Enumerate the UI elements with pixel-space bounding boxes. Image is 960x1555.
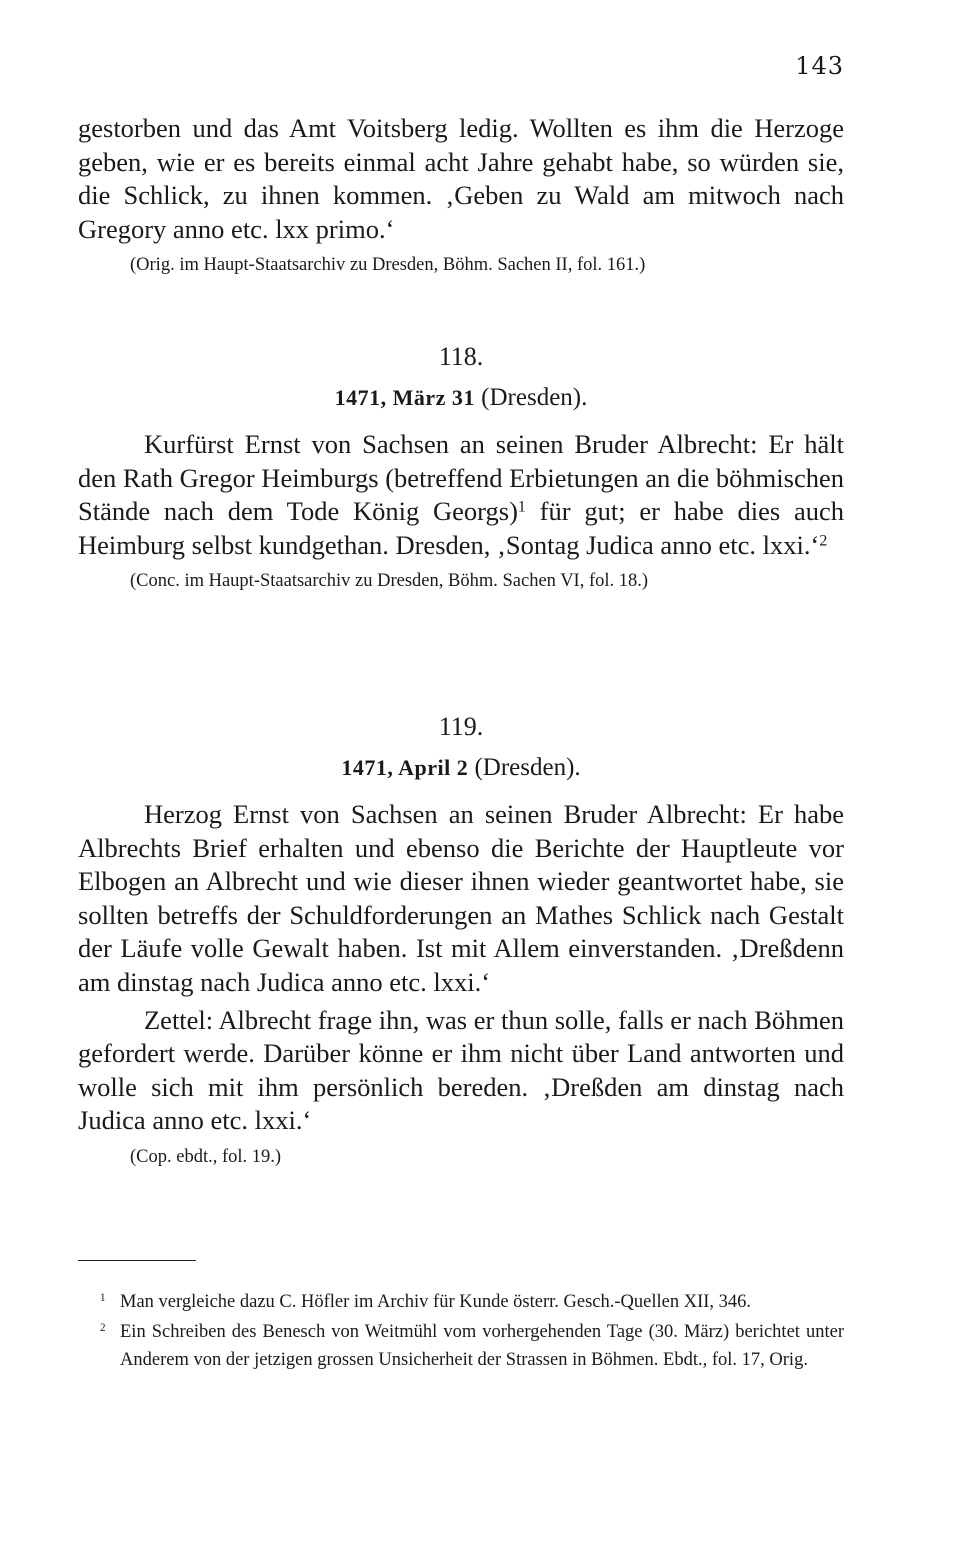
document-summary — [78, 428, 844, 562]
document-source: (Conc. im Haupt-Staatsarchiv zu Dresden, Böhm. Sachen VI, fol. 18.) — [130, 571, 649, 592]
footnotes-section — [78, 1288, 844, 1374]
footnote-ref-1: 1 — [517, 498, 526, 516]
footnote-2: $^2$ Ein Schreiben des Benesch von Weitmühl vom vorhergehenden Tage (30. März) berichtet unter Anderem von der jetzigen grossen Unsicherheit der Strassen in Böhmen. Ebdt., fol. 17, Orig. — [100, 1321, 844, 1370]
footnote-text: Ein Schreiben des Benesch von Weitmühl vom vorhergehenden Tage (30. März) berichtet unter Anderem von der jetzigen grossen Unsicherheit der Strassen in Böhmen. Ebdt., fol. 17, Orig. — [120, 1322, 844, 1370]
summary-text-part-1: Kurfürst Ernst von Sachsen an seinen Bruder Albrecht: Er hält den Rath Gregor Heimburgs (betreffend Erbietungen an die böhmischen Stände nach dem Tode König Georgs) — [78, 429, 844, 527]
footnote-1: $^1$ Man vergleiche dazu C. Höfler im Archiv für Kunde österr. Gesch.-Quellen XII, 346. — [100, 1291, 752, 1312]
document-source: (Cop. ebdt., fol. 19.) — [130, 1146, 282, 1167]
document-date — [78, 384, 844, 412]
document-page — [78, 0, 844, 1555]
document-date — [78, 754, 844, 782]
document-date-place: (Dresden). — [474, 754, 581, 781]
document-number: 119. — [438, 712, 484, 741]
page-number: 143 — [795, 52, 844, 80]
footnote-divider — [78, 1260, 196, 1261]
document-date-bold: 1471, April 2 — [341, 755, 469, 780]
summary-text-part-2: für gut; er habe dies auch Heimburg selbst kundgethan. Dresden, ‚Sontag Judica anno etc. lxxi.‘ — [78, 496, 844, 560]
document-date-bold: 1471, März 31 — [334, 385, 475, 410]
zettel-paragraph: Zettel: Albrecht frage ihn, was er thun solle, falls er nach Böhmen gefordert werde. Darüber könne er ihm nicht über Land antworten und wolle sich mit ihm persönlich bereden. ‚Dreßden am dinstag nach Judica anno etc. lxxi.‘ — [78, 1004, 844, 1136]
document-number: 118. — [438, 342, 484, 371]
document-119 — [78, 712, 844, 1170]
document-date-place: (Dresden). — [481, 384, 588, 411]
footnote-text: Man vergleiche dazu C. Höfler im Archiv für Kunde österr. Gesch.-Quellen XII, 346. — [120, 1292, 752, 1312]
document-118 — [78, 342, 844, 594]
continuation-section — [78, 112, 844, 278]
continuation-paragraph: gestorben und das Amt Voitsberg ledig. Wollten es ihm die Herzoge geben, wie er es bereits einmal acht Jahre gehabt habe, so würden sie, die Schlick, zu ihnen kommen. ‚Geben zu Wald am mitwoch nach Gregory anno etc. lxx primo.‘ — [78, 113, 844, 244]
continuation-source: (Orig. im Haupt-Staatsarchiv zu Dresden, Böhm. Sachen II, fol. 161.) — [130, 255, 646, 276]
document-summary: Herzog Ernst von Sachsen an seinen Bruder Albrecht: Er habe Albrechts Brief erhalten und ebenso die Berichte der Hauptleute vor Elbogen an Albrecht und wie dieser ihnen wieder geantwortet habe, sie sollten betreffs der Schuldforderungen an Mathes Schlick nach Gestalt der Läufe volle Gewalt haben. Ist mit Allem einverstanden. ‚Dreßdenn am dinstag nach Judica anno etc. lxxi.‘ — [78, 799, 844, 997]
footnote-ref-2: 2 — [819, 532, 828, 550]
